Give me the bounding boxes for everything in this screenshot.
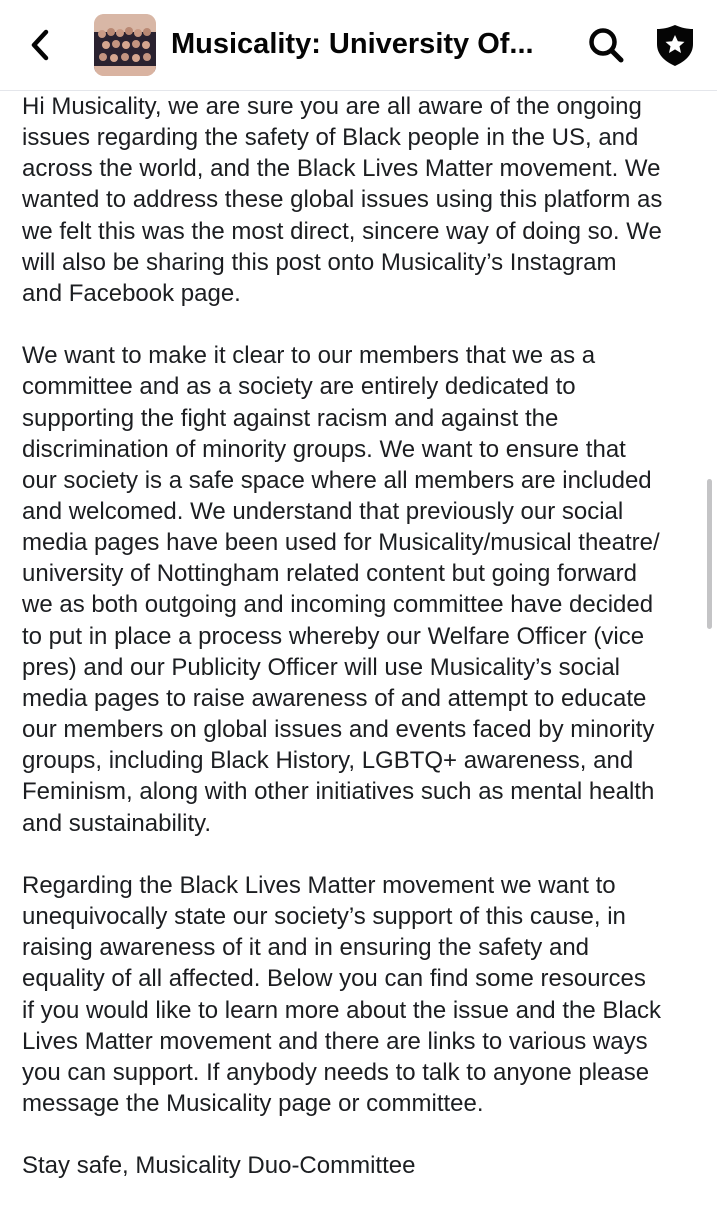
search-icon (585, 24, 627, 66)
post-paragraph (22, 91, 702, 309)
text-line: We want to make it clear to our members that we as a (22, 342, 596, 370)
text-line: groups, including Black History, LGBTQ+ awareness, and (22, 747, 634, 775)
text-line: to put in place a process whereby our Welfare Officer (vice (22, 622, 645, 650)
text-line: discrimination of minority groups. We want to ensure that (22, 435, 626, 463)
text-line: Hi Musicality, we are sure you are all aware of the ongoing (22, 93, 642, 120)
text-line: message the Musicality page or committee. (22, 1089, 484, 1117)
text-line: issues regarding the safety of Black people in the US, and (22, 124, 639, 152)
text-line: supporting the fight against racism and against the (22, 404, 559, 432)
text-line: will also be sharing this post onto Musicality’s Instagram (22, 248, 617, 276)
text-line: media pages to raise awareness of and attempt to educate (22, 684, 647, 712)
text-line: media pages have been used for Musicality/musical theatre/ (22, 529, 660, 557)
admin-tools-button[interactable] (653, 22, 697, 68)
text-line: Lives Matter movement and there are links to various ways (22, 1027, 648, 1055)
group-avatar[interactable] (94, 14, 156, 76)
text-line: across the world, and the Black Lives Matter movement. We (22, 155, 661, 183)
text-line: wanted to address these global issues using this platform as (22, 186, 663, 214)
search-button[interactable] (585, 24, 627, 66)
text-line: we felt this was the most direct, sincere way of doing so. We (22, 217, 662, 245)
post-paragraph (22, 340, 702, 839)
text-line: if you would like to learn more about the issue and the Black (22, 996, 662, 1024)
text-line: pres) and our Publicity Officer will use Musicality’s social (22, 653, 620, 681)
text-line: unequivocally state our society’s support of this cause, in (22, 903, 626, 931)
chevron-left-icon (26, 26, 58, 64)
text-line: equality of all affected. Below you can find some resources (22, 965, 646, 993)
text-line: Regarding the Black Lives Matter movement we want to (22, 871, 616, 899)
text-line: and sustainability. (22, 809, 211, 837)
post-body (22, 91, 702, 1213)
text-line: you can support. If anybody needs to talk to anyone please (22, 1058, 650, 1086)
text-line: our members on global issues and events faced by minority (22, 716, 655, 744)
scrollbar[interactable] (707, 479, 712, 629)
text-line: Feminism, along with other initiatives such as mental health (22, 778, 655, 806)
group-title[interactable]: Musicality: University Of... (171, 28, 534, 60)
text-line: our society is a safe space where all members are included (22, 466, 652, 494)
text-line: and welcomed. We understand that previously our social (22, 498, 624, 526)
top-nav-bar (0, 0, 717, 91)
text-line: we as both outgoing and incoming committee have decided (22, 591, 654, 619)
text-line: committee and as a society are entirely dedicated to (22, 373, 576, 401)
text-line: university of Nottingham related content but going forward (22, 560, 638, 588)
back-button[interactable] (26, 26, 58, 64)
post-signoff (22, 1150, 702, 1181)
text-line: Stay safe, Musicality Duo-Committee (22, 1152, 416, 1180)
text-line: and Facebook page. (22, 279, 241, 307)
text-line: raising awareness of it and in ensuring the safety and (22, 934, 590, 962)
post-paragraph (22, 870, 702, 1119)
admin-badge-star-icon (653, 22, 697, 68)
